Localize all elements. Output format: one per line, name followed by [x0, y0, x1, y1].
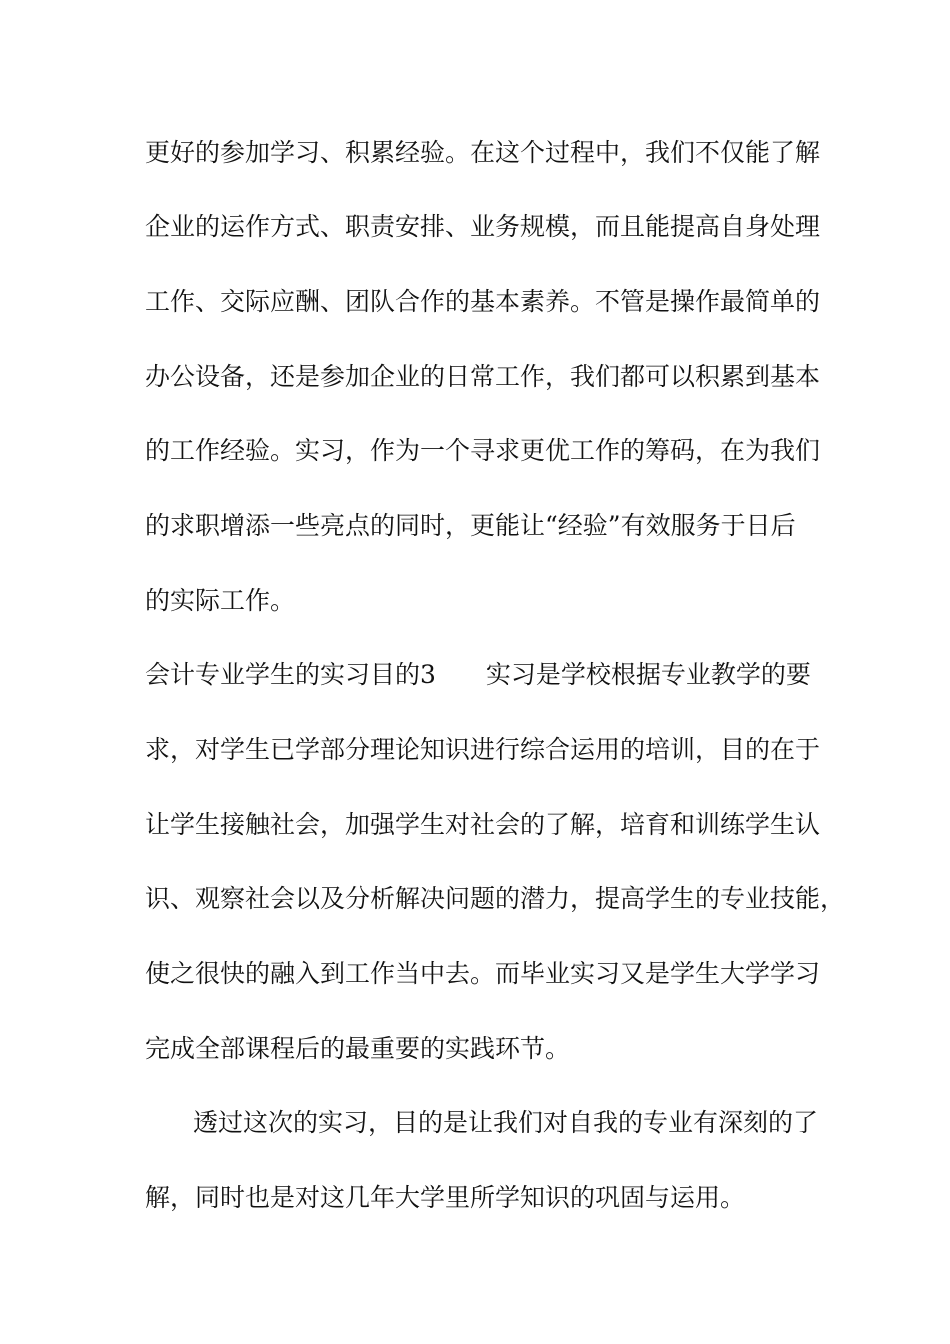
body-text-line: 的实际工作。 — [145, 586, 296, 615]
paragraph-first-line: 透过这次的实习，目的是让我们对自我的专业有深刻的了 — [193, 1108, 819, 1137]
body-text-line: 使之很快的融入到工作当中去。而毕业实习又是学生大学学习 — [145, 959, 821, 988]
body-text-line: 更好的参加学习、积累经验。在这个过程中，我们不仅能了解 — [145, 138, 821, 167]
body-text-line: 让学生接触社会，加强学生对社会的了解，培育和训练学生认 — [145, 810, 821, 839]
body-text-line: 的工作经验。实习，作为一个寻求更优工作的筹码，在为我们 — [145, 436, 821, 465]
body-text-line: 识、观察社会以及分析解决问题的潜力，提高学生的专业技能， — [145, 884, 846, 913]
body-text-line: 完成全部课程后的最重要的实践环节。 — [145, 1034, 571, 1063]
body-text-line: 办公设备，还是参加企业的日常工作，我们都可以积累到基本 — [145, 362, 821, 391]
body-text-line: 企业的运作方式、职责安排、业务规模，而且能提高自身处理 — [145, 212, 821, 241]
body-text-line: 的求职增添一些亮点的同时，更能让“经验”有效服务于日后 — [145, 511, 796, 540]
body-text-line: 工作、交际应酬、团队合作的基本素养。不管是操作最简单的 — [145, 287, 821, 316]
section-heading-line: 会计专业学生的实习目的3 实习是学校根据专业教学的要 — [145, 660, 811, 689]
body-text-line: 解，同时也是对这几年大学里所学知识的巩固与运用。 — [145, 1183, 746, 1212]
body-text-line: 求，对学生已学部分理论知识进行综合运用的培训，目的在于 — [145, 735, 821, 764]
